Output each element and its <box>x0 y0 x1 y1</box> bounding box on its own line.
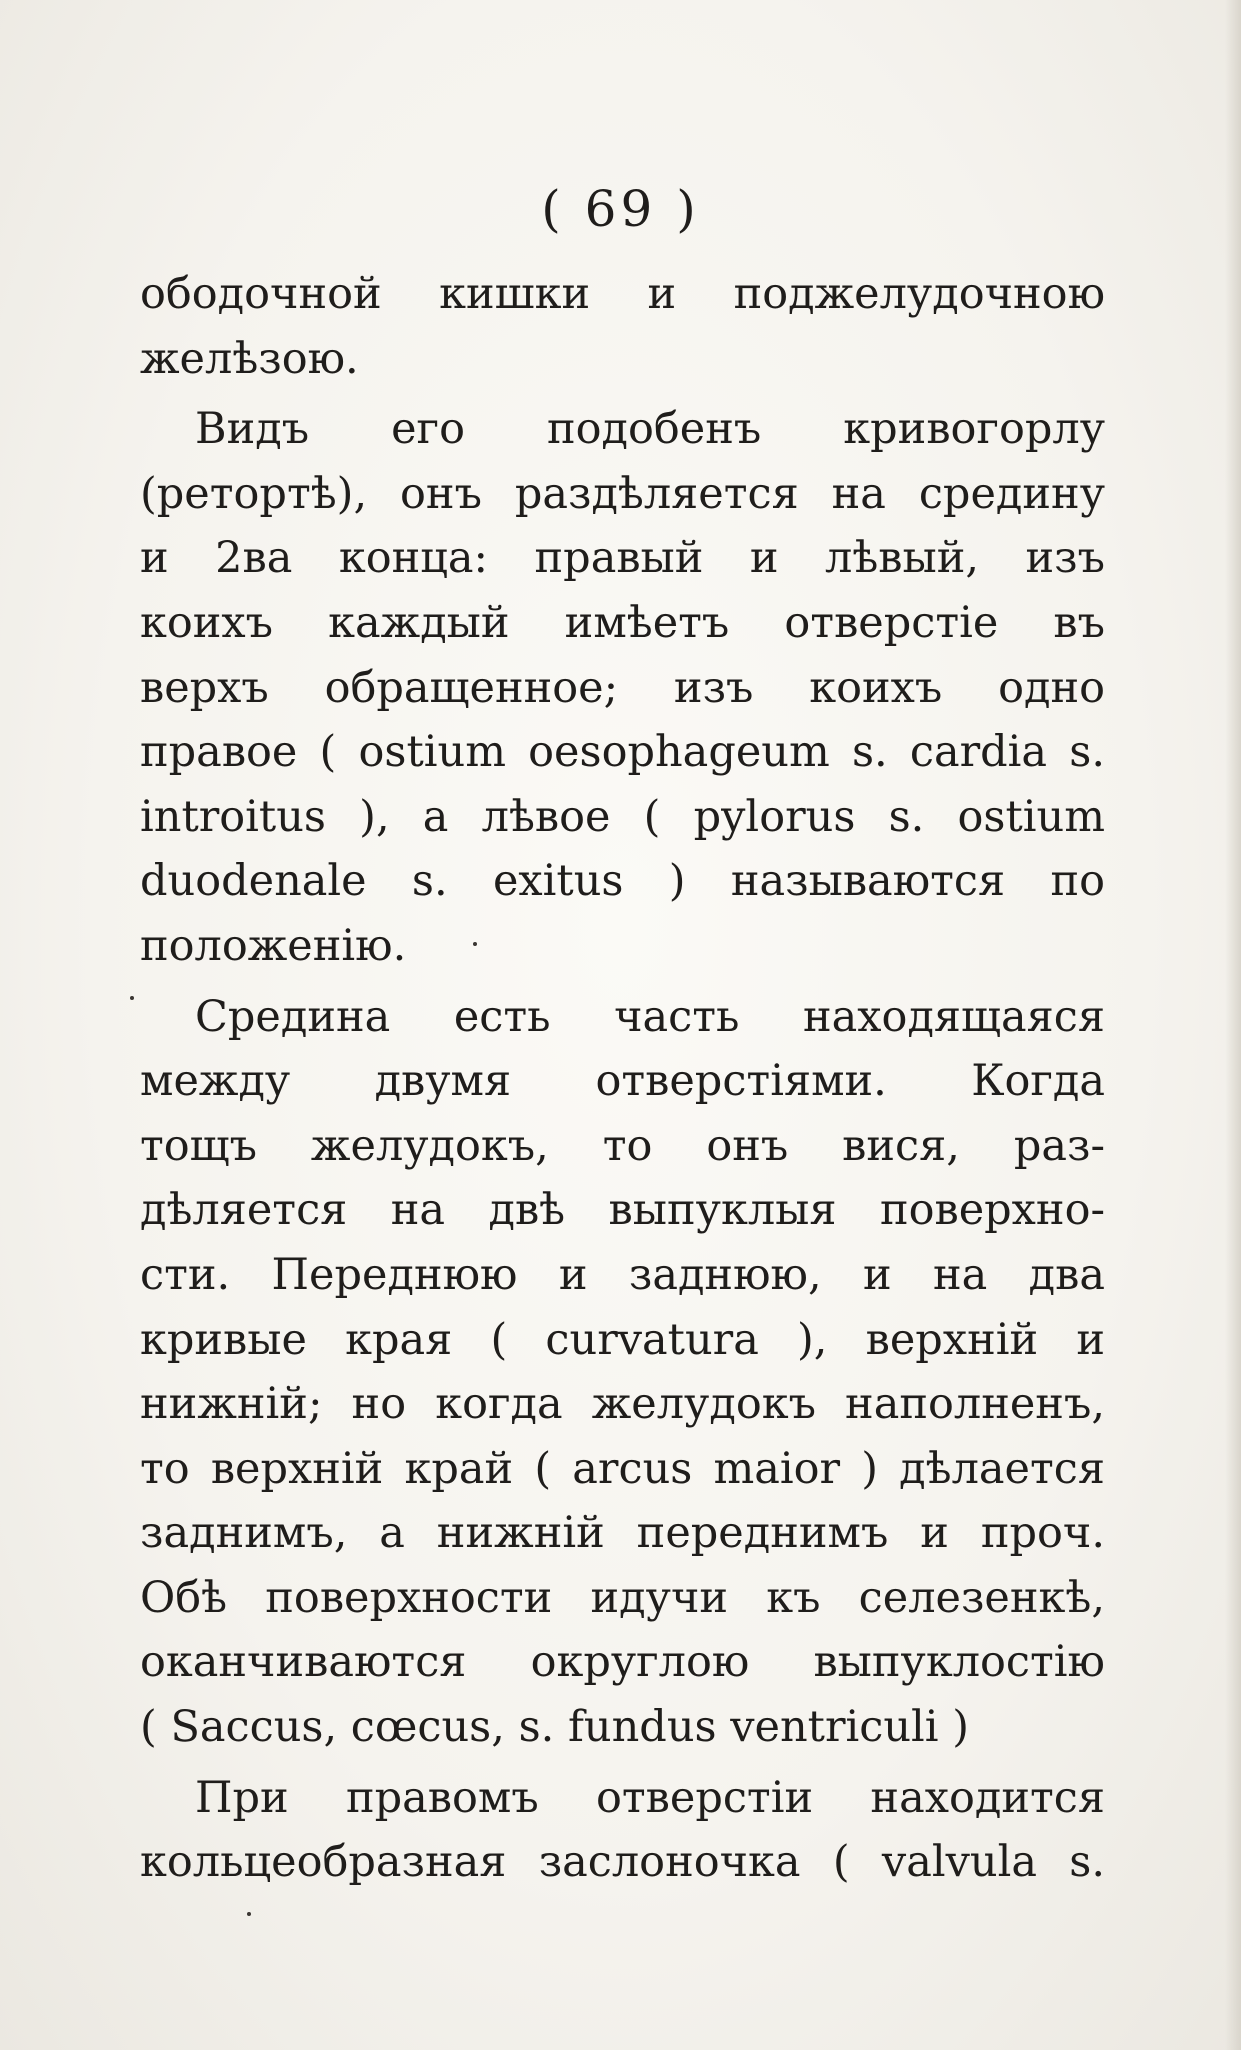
text-line-3: Видъ его подобенъ кривогорлу <box>195 404 1105 455</box>
text-line-14: тощъ желудокъ, то онъ вися, раз- <box>140 1120 1105 1171</box>
page-edge-shadow <box>1225 0 1241 2050</box>
text-line-13: между двумя отверстiями. Когда <box>140 1056 1105 1107</box>
body-text <box>140 262 1105 1895</box>
text-line-19: то верхнiй край ( arcus maior ) дѣлается <box>140 1443 1105 1494</box>
ink-speck <box>473 942 477 946</box>
text-line-20: заднимъ, а нижнiй переднимъ и проч. <box>140 1508 1105 1559</box>
text-line-11: положенiю. <box>140 920 407 971</box>
text-line-22: оканчиваются округлою выпуклостiю <box>140 1637 1105 1688</box>
text-line-12: Средина есть часть находящаяся <box>195 991 1105 1042</box>
text-line-8: правое ( ostium oesophageum s. cardia s. <box>140 727 1105 778</box>
text-line-21: Обѣ поверхности идучи къ селезенкѣ, <box>140 1572 1105 1623</box>
text-line-5: и 2ва конца: правый и лѣвый, изъ <box>140 533 1105 584</box>
text-line-7: верхъ обращенное; изъ коихъ одно <box>140 662 1105 713</box>
page-number: ( 69 ) <box>541 180 700 238</box>
text-line-16: сти. Переднюю и заднюю, и на два <box>140 1249 1105 1300</box>
text-line-25: кольцеобразная заслоночка ( valvula s. <box>140 1837 1105 1888</box>
text-line-2: желѣзою. <box>140 333 359 384</box>
ink-speck <box>130 996 134 1000</box>
text-line-6: коихъ каждый имѣетъ отверстiе въ <box>140 597 1105 648</box>
text-line-23: ( Saccus, cœcus, s. fundus ventriculi ) <box>140 1702 969 1753</box>
text-line-18: нижнiй; но когда желудокъ наполненъ, <box>140 1379 1105 1430</box>
ink-speck <box>247 1912 251 1916</box>
text-line-9: introitus ), а лѣвое ( pylorus s. ostium <box>140 791 1105 842</box>
text-line-1: ободочной кишки и поджелудочною <box>140 269 1105 319</box>
text-line-17: кривые края ( curvatura ), верхнiй и <box>140 1314 1105 1365</box>
text-line-10: duodenale s. exitus ) называются по <box>140 856 1105 907</box>
text-line-15: дѣляется на двѣ выпуклыя поверхно- <box>140 1185 1105 1236</box>
text-line-24: При правомъ отверстiи находится <box>195 1772 1105 1823</box>
text-line-4: (ретортѣ), онъ раздѣляется на средину <box>140 468 1105 519</box>
